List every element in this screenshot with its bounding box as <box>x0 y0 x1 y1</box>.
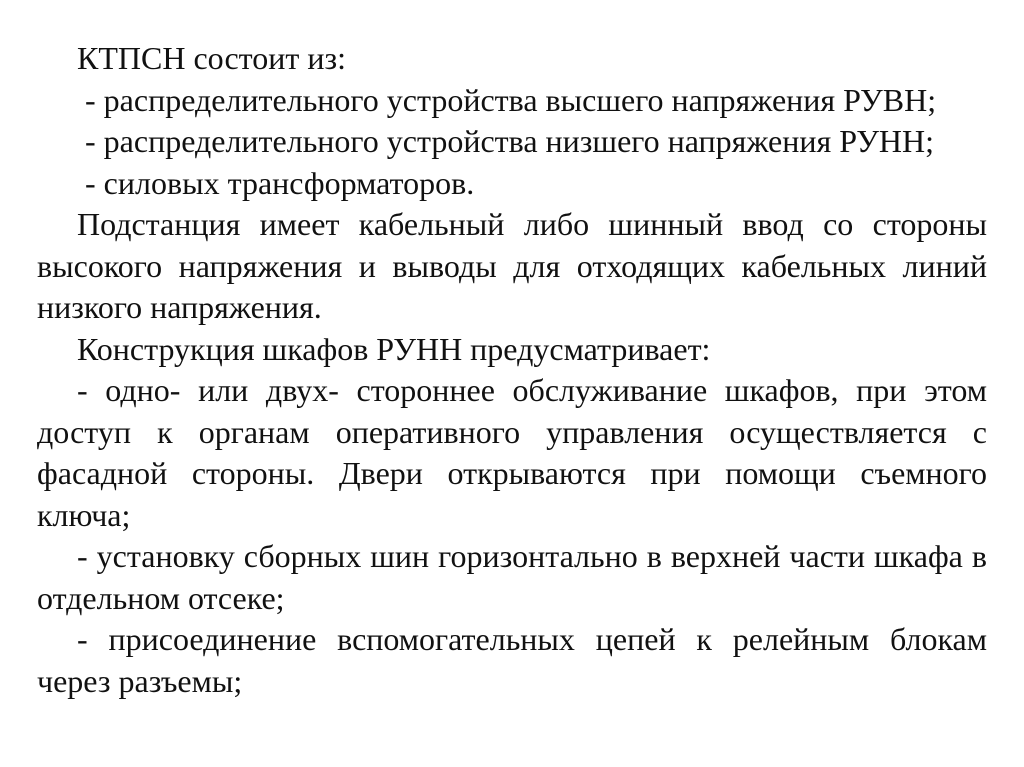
list-item-runn: - распределительного устройства низшего напряжения РУНН; <box>85 123 934 159</box>
intro-heading: КТПСН состоит из: <box>77 40 346 76</box>
list-item-service: - одно- или двух- стороннее обслуживание шкафов, при этом доступ к органам оперативного управления осуществляется с фасадной стороны. Двери открываются при помощи съемного ключа; <box>37 372 987 533</box>
list-item-busbars: - установку сборных шин горизонтально в верхней части шкафа в отдельном отсеке; <box>37 538 987 616</box>
cabinet-design-heading: Конструкция шкафов РУНН предусматривает: <box>77 330 711 367</box>
list-item-aux-circuits: - присоединение вспомогательных цепей к релейным блокам через разъемы; <box>37 621 987 699</box>
list-item-transformers: - силовых трансформаторов. <box>85 164 475 201</box>
substation-paragraph: Подстанция имеет кабельный либо шинный ввод со стороны высокого напряжения и выводы для отходящих кабельных линий низкого напряжения. <box>37 206 987 325</box>
document-body <box>37 38 987 702</box>
list-item-ruvn: - распределительного устройства высшего напряжения РУВН; <box>85 81 937 118</box>
